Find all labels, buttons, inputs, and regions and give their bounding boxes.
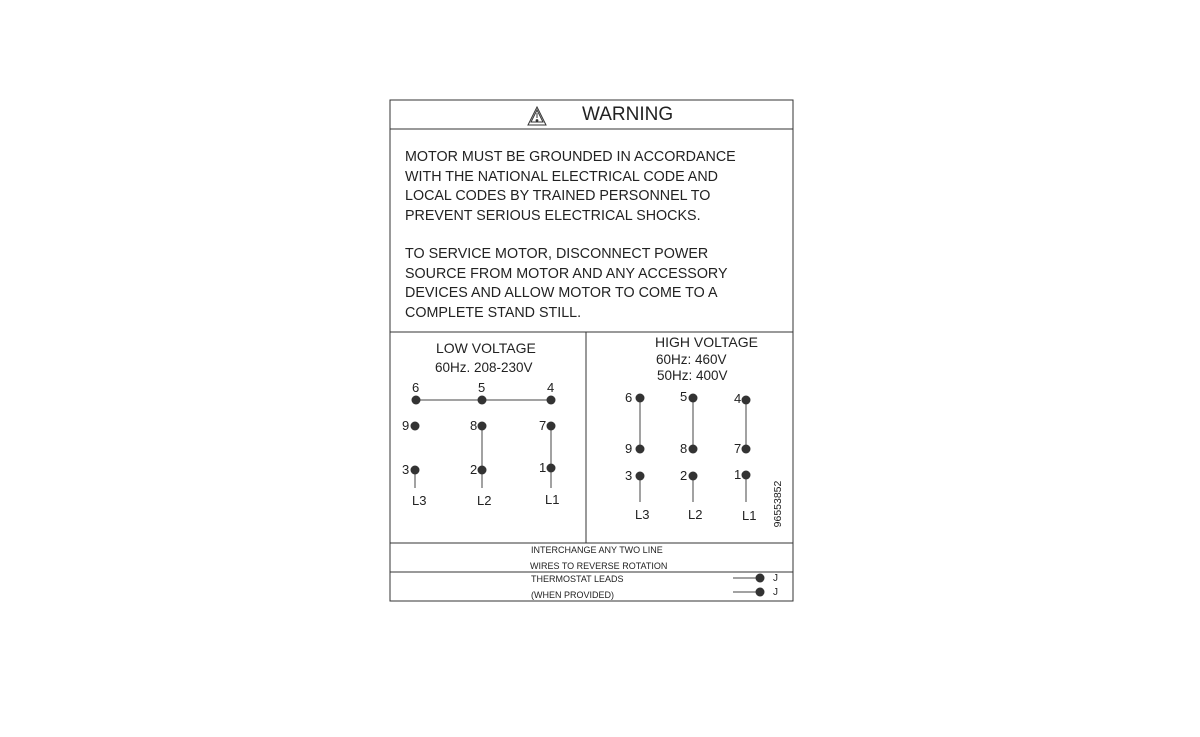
high-label-4: 4	[734, 391, 742, 406]
warning-triangle-icon	[528, 107, 546, 125]
high-label-9: 9	[625, 441, 633, 456]
service-line: COMPLETE STAND STILL.	[405, 304, 582, 321]
service-line: DEVICES AND ALLOW MOTOR TO COME TO A	[405, 285, 718, 301]
high-terminal-9	[636, 445, 645, 454]
low-label-4: 4	[547, 380, 555, 395]
low-label-6: 6	[412, 380, 420, 395]
low-line-l1: L1	[545, 492, 560, 507]
low-terminal-7	[547, 422, 556, 431]
thermostat-terminal-b	[756, 588, 765, 597]
rotation-note-line1: INTERCHANGE ANY TWO LINE	[531, 545, 663, 555]
high-terminal-6	[636, 394, 645, 403]
high-label-7: 7	[734, 441, 742, 456]
high-terminal-8	[689, 445, 698, 454]
serial-number: 96553852	[772, 480, 784, 528]
high-terminal-4	[742, 396, 751, 405]
service-line: SOURCE FROM MOTOR AND ANY ACCESSORY	[405, 265, 728, 282]
low-label-2: 2	[470, 462, 478, 477]
grounding-line: WITH THE NATIONAL ELECTRICAL CODE AND	[405, 168, 718, 185]
thermostat-terminal-a	[756, 574, 765, 583]
low-terminal-6	[412, 396, 421, 405]
rotation-note-line2: WIRES TO REVERSE ROTATION	[530, 561, 668, 571]
high-label-1: 1	[734, 467, 742, 482]
high-terminal-7	[742, 445, 751, 454]
high-terminal-5	[689, 394, 698, 403]
low-label-3: 3	[402, 462, 410, 477]
high-terminal-2	[689, 472, 698, 481]
low-terminal-9	[411, 422, 420, 431]
high-terminal-1	[742, 471, 751, 480]
thermostat-lead-a-label: J	[773, 573, 778, 584]
low-line-l2: L2	[477, 493, 492, 508]
thermostat-lead-b-label: J	[773, 587, 778, 598]
grounding-line: PREVENT SERIOUS ELECTRICAL SHOCKS.	[405, 207, 701, 224]
low-terminal-8	[478, 422, 487, 431]
low-label-1: 1	[539, 460, 547, 475]
grounding-line: MOTOR MUST BE GROUNDED IN ACCORDANCE	[405, 149, 736, 165]
thermostat-note-line2: (WHEN PROVIDED)	[531, 590, 614, 600]
low-label-8: 8	[470, 418, 478, 433]
low-terminal-5	[478, 396, 487, 405]
low-label-9: 9	[402, 418, 410, 433]
service-line: TO SERVICE MOTOR, DISCONNECT POWER	[405, 246, 709, 262]
grounding-line: LOCAL CODES BY TRAINED PERSONNEL TO	[405, 188, 711, 204]
high-voltage-spec-60hz: 60Hz: 460V	[656, 352, 727, 367]
high-label-5: 5	[680, 389, 688, 404]
low-terminal-1	[547, 464, 556, 473]
high-voltage-spec-50hz: 50Hz: 400V	[657, 368, 728, 383]
high-label-8: 8	[680, 441, 688, 456]
warning-title: WARNING	[582, 104, 674, 125]
thermostat-note-line1: THERMOSTAT LEADS	[531, 574, 624, 584]
low-terminal-3	[411, 466, 420, 475]
high-line-l3: L3	[635, 507, 650, 522]
low-voltage-spec: 60Hz. 208-230V	[435, 360, 533, 375]
high-label-6: 6	[625, 390, 633, 405]
low-terminal-4	[547, 396, 556, 405]
grounding-paragraph	[405, 148, 785, 226]
high-line-l1: L1	[742, 508, 757, 523]
high-terminal-3	[636, 472, 645, 481]
high-voltage-title: HIGH VOLTAGE	[655, 334, 758, 350]
low-label-5: 5	[478, 380, 486, 395]
low-terminal-2	[478, 466, 487, 475]
low-label-7: 7	[539, 418, 547, 433]
high-label-2: 2	[680, 468, 688, 483]
high-line-l2: L2	[688, 507, 703, 522]
low-line-l3: L3	[412, 493, 427, 508]
low-voltage-title: LOW VOLTAGE	[436, 340, 536, 356]
service-paragraph	[405, 245, 785, 323]
high-label-3: 3	[625, 468, 633, 483]
